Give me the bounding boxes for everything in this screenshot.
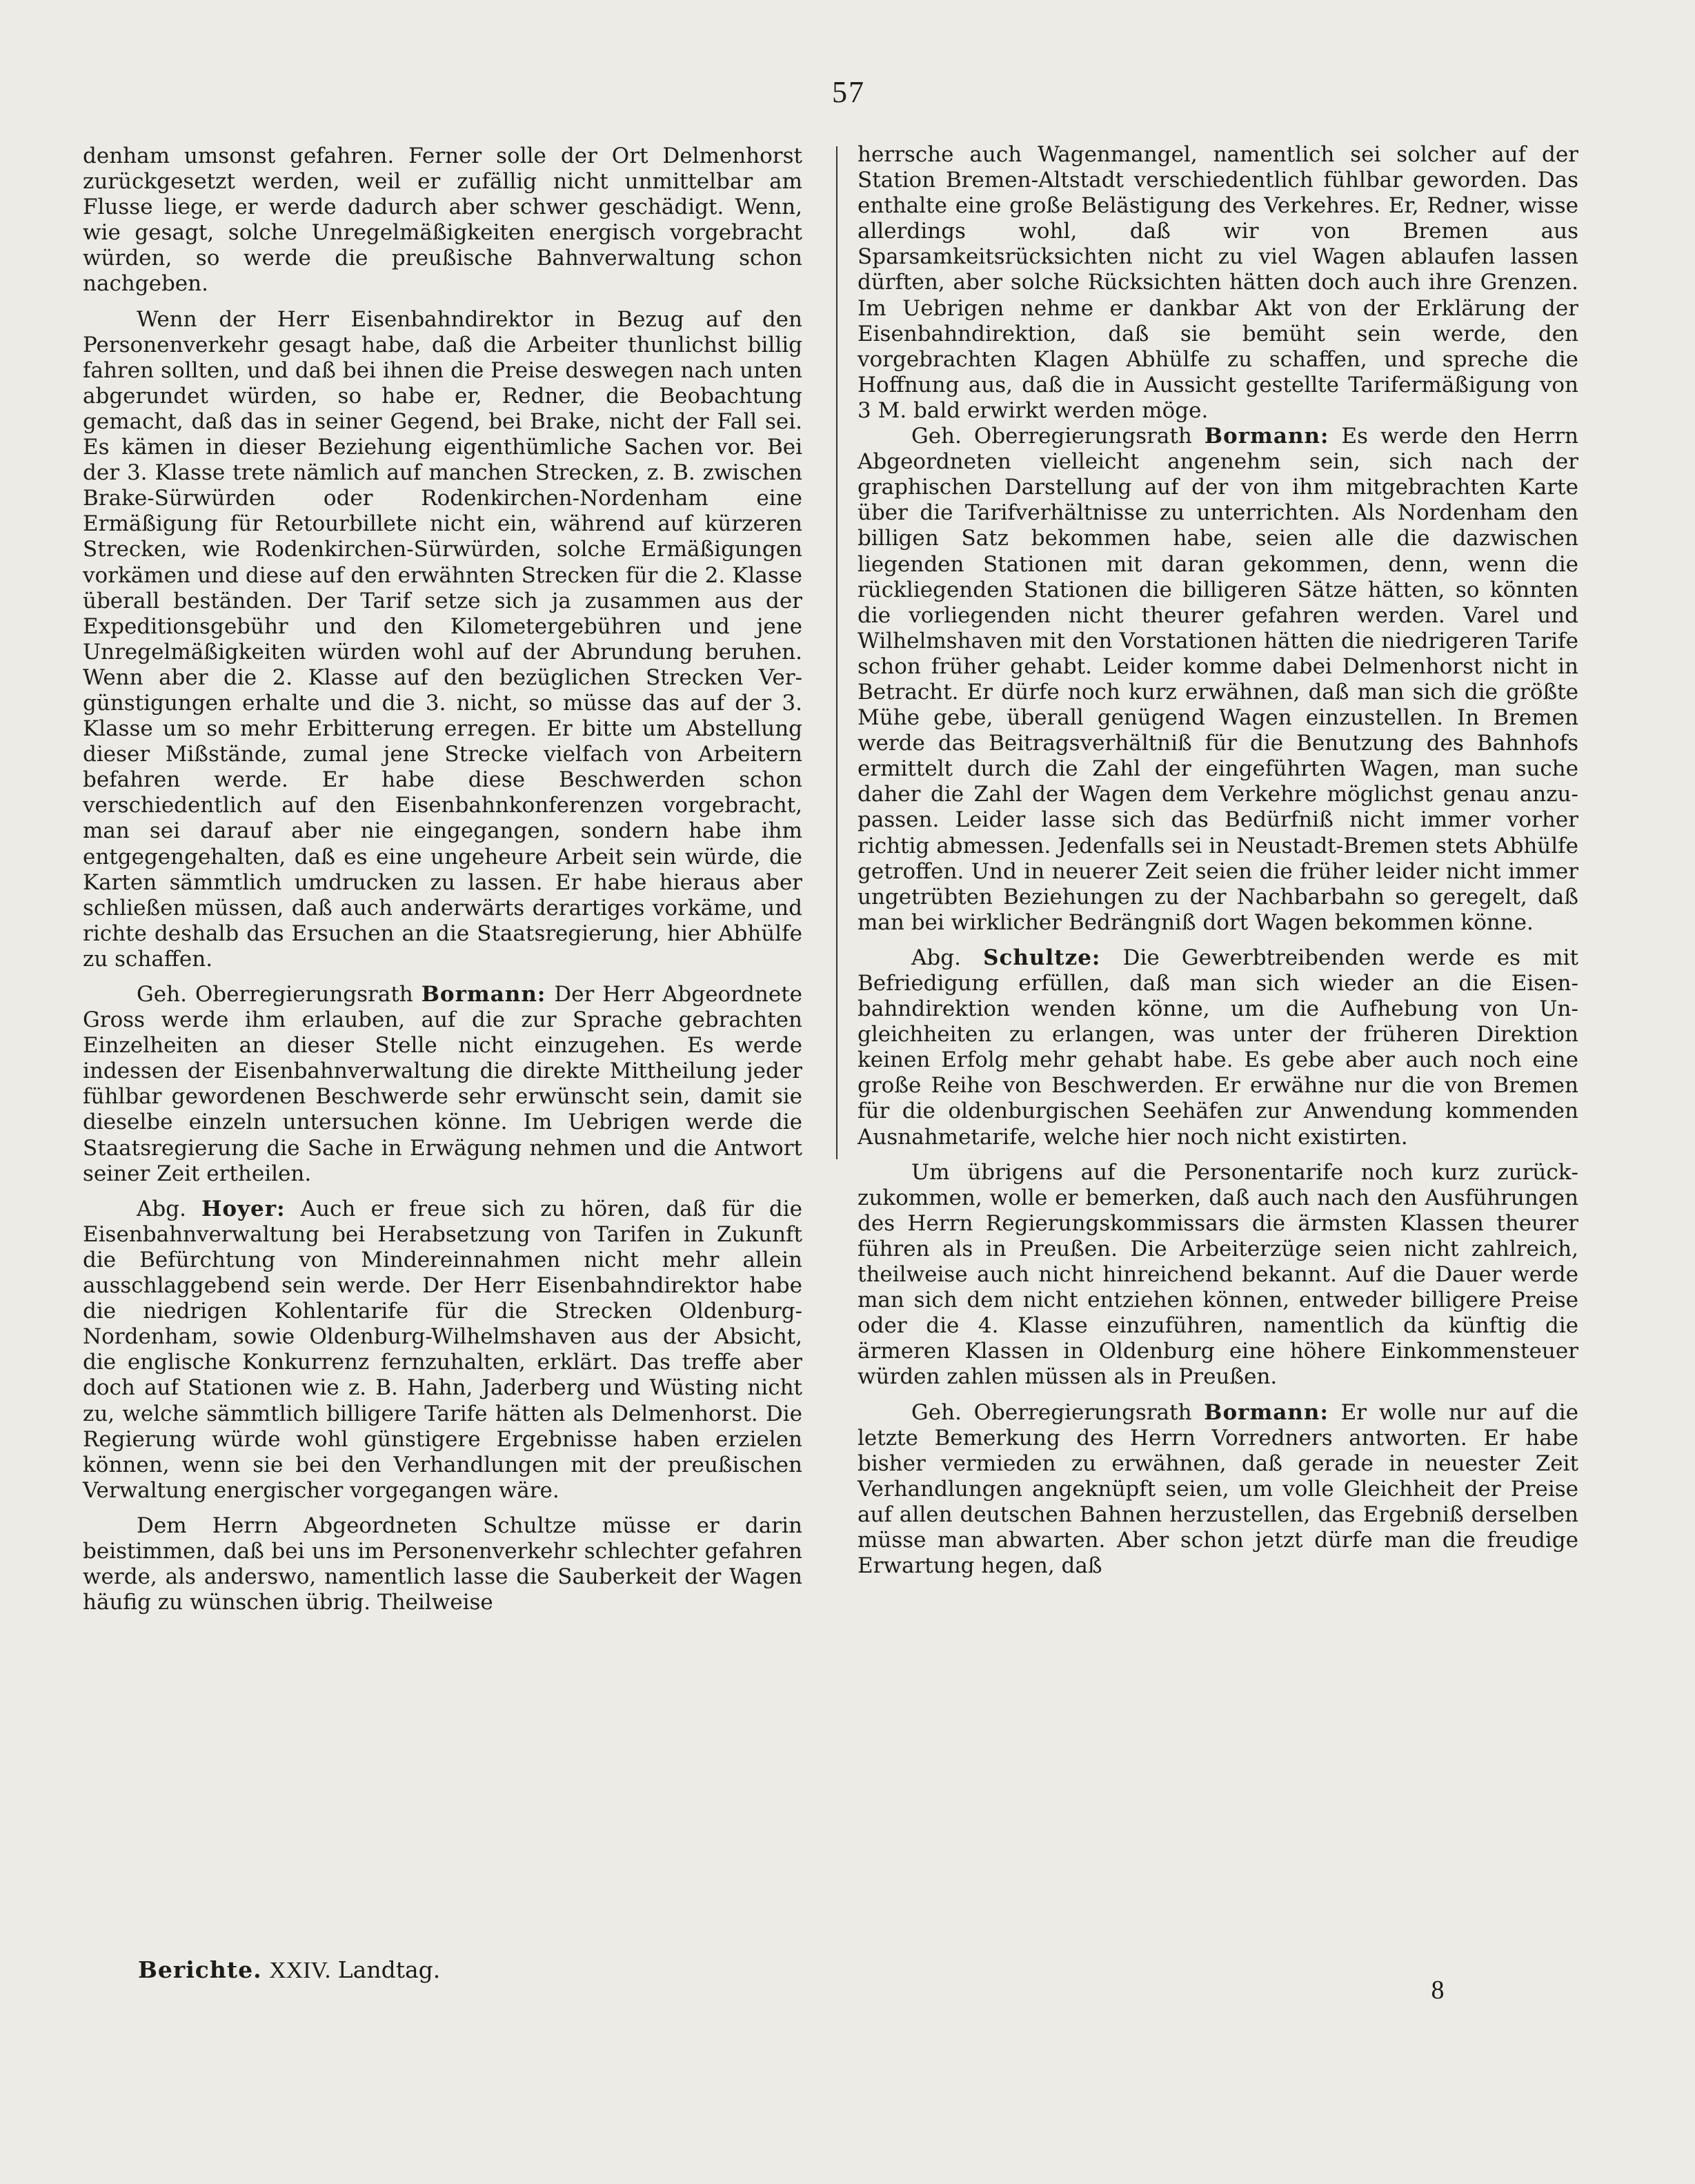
footer-landtag: Landtag.: [337, 1956, 441, 1983]
paragraph-text: Auch er freue sich zu hören, daß für die Eisenbahnverwaltung bei Herabsetzung von Tarifen in Zukunft die Befürchtung von Mindereinnahmen nicht mehr allein ausschlaggebend sein werde. Der Herr Eisenbahndirektor habe die niedrigen Kohlentarife für die Strecken Oldenburg-Nordenham, sowie Oldenburg-Wilhelmshaven aus der Absicht, die englische Konkurrenz fernzuhalten, erklärt. Das treffe aber doch auf Stationen wie z. B. Hahn, Jaderberg und Wüsting nicht zu, welche sämmtlich billigere Tarife hätten als Delmenhorst. Die Regierung würde wohl günstigere Ergebnisse haben erzielen können, wenn sie bei den Verhandlungen mit der preußischen Verwaltung energischer vorgegangen wäre.: [83, 1196, 802, 1503]
right-paragraph: [858, 142, 1578, 424]
left-paragraph: [83, 307, 802, 972]
footer-line: [138, 1956, 440, 1984]
paragraph-text: Es werde den Herrn Abgeordneten vielleicht angenehm sein, sich nach der graphischen Darstellung auf der von ihm mitgebrachten Karte über die Tarifverhältnisse zu unterrichten. Als Nordenham den billigen Satz bekommen habe, seien alle die dazwischen liegenden Stationen mit daran gekommen, denn, wenn die rückliegenden Stationen die billigeren Sätze hätten, so könnten die vorliegenden nicht theurer gefahren werden. Varel und Wilhelmshaven mit den Vorstationen hätten die niedrigeren Tarife schon früher gehabt. Leider komme dabei Delmenhorst nicht in Betracht. Er dürfe noch kurz erwähnen, daß man sich die größte Mühe gebe, überall genügend Wagen einzustellen. In Bremen werde das Beitragsverhältniß für die Benutzung des Bahnhofs ermittelt durch die Zahl der eingeführten Wagen, man suche daher die Zahl der Wagen dem Verkehre möglichst genau anzupassen. Leider lasse sich das Bedürfniß nicht immer vorher richtig abmessen. Jedenfalls sei in Neustadt-Bremen stets Abhülfe getroffen. Und in neuerer Zeit seien die früher leider nicht immer ungetrübten Beziehungen zu der Nachbarbahn so geregelt, daß man bei wirklicher Bedrängniß dort Wagen bekommen könne.: [858, 424, 1579, 935]
paragraph-text: herrsche auch Wagenmangel, namentlich sei solcher auf der Station Bremen-Altstadt verschiedentlich fühlbar geworden. Das enthalte eine große Belästigung des Verkehres. Er, Redner, wisse allerdings wohl, daß wir von Bremen aus Sparsamkeitsrücksichten nicht zu viel Wagen ablaufen lassen dürften, aber solche Rücksichten hätten doch auch ihre Grenzen. Im Uebrigen nehme er dankbar Akt von der Erklärung der Eisenbahndirektion, daß sie bemüht sein werde, den vorgebrachten Klagen Abhülfe zu schaffen, und spreche die Hoffnung aus, daß die in Aussicht gestellte Tarifermäßigung von 3 M. bald erwirkt werden möge.: [858, 142, 1578, 423]
speaker-title: Abg.: [911, 945, 984, 970]
speaker-name: Hoyer:: [201, 1196, 286, 1221]
right-paragraph: [858, 424, 1578, 936]
footer-session: XXIV.: [269, 1958, 331, 1983]
speaker-name: Bormann:: [421, 982, 546, 1007]
paragraph-text: Die Gewerbtreibenden werde es mit Befriedigung erfüllen, daß man sich wieder an die Eisenbahndirektion wenden könne, um die Aufhebung von Ungleichheiten zu erlangen, was unter der früheren Direktion keinen Erfolg mehr gehabt habe. Es gebe aber auch noch eine große Reihe von Beschwerden. Er erwähne nur die von Bremen für die oldenburgischen Seehäfen zur Anwendung kommenden Ausnahmetarife, welche hier noch nicht existirten.: [858, 945, 1578, 1150]
paragraph-text: denham umsonst gefahren. Ferner solle der Ort Delmenhorst zurückgesetzt werden, weil er zufällig nicht unmittelbar am Flusse liege, er werde dadurch aber schwer geschädigt. Wenn, wie gesagt, solche Unregelmäßigkeiten energisch vorgebracht würden, so werde die preußische Bahnverwaltung schon nachgeben.: [83, 144, 802, 297]
right-column: [858, 142, 1578, 1579]
left-column: [83, 144, 802, 1615]
speaker-title: Geh. Oberregierungsrath: [911, 1399, 1205, 1425]
speaker-name: Schultze:: [983, 945, 1101, 970]
right-paragraph: [858, 945, 1578, 1150]
page-number: 57: [832, 75, 865, 109]
speaker-title: Geh. Oberregierungsrath: [137, 982, 422, 1007]
footer-berichte: Berichte.: [138, 1956, 262, 1983]
paragraph-text: Um übrigens auf die Personentarife noch kurz zurückzukommen, wolle er bemerken, daß auch nach den Ausführungen des Herrn Regierungskommissars die ärmsten Klassen theurer führen als in Preußen. Die Arbeiterzüge seien nicht zahlreich, theilweise auch nicht hinreichend bekannt. Auf die Dauer werde man sich dem nicht entziehen können, entweder billigere Preise oder die 4. Klasse einzuführen, namentlich da künftig die ärmeren Klassen in Oldenburg eine höhere Einkommensteuer würden zahlen müssen als in Preußen.: [858, 1159, 1578, 1390]
paragraph-text: Wenn der Herr Eisenbahndirektor in Bezug auf den Personenverkehr gesagt habe, daß die Arbeiter thunlichst billig fahren sollten, und daß bei ihnen die Preise deswegen nach unten abgerundet würden, so habe er, Redner, die Beobachtung gemacht, daß das in seiner Gegend, bei Brake, nicht der Fall sei. Es kämen in dieser Beziehung eigenthümliche Sachen vor. Bei der 3. Klasse trete nämlich auf manchen Strecken, z. B. zwischen Brake-Sürwürden oder Rodenkirchen-Nordenham eine Ermäßigung für Retourbillete nicht ein, während auf kürzeren Strecken, wie Rodenkirchen-Sürwürden, solche Ermäßigungen vorkämen und diese auf den erwähnten Strecken für die 2. Klasse überall beständen. Der Tarif setze sich ja zusammen aus der Expeditionsgebühr und den Kilometergebühren und jene Unregelmäßigkeiten würden wohl auf der Abrundung beruhen. Wenn aber die 2. Klasse auf den bezüglichen Strecken Vergünstigungen erhalte und die 3. nicht, so müsse das auf der 3. Klasse um so mehr Erbitterung erregen. Er bitte um Abstellung dieser Mißstände, zumal jene Strecke vielfach von Arbeitern befahren werde. Er habe diese Beschwerden schon verschiedentlich auf den Eisenbahnkonferenzen vorgebracht, man sei darauf aber nie eingegangen, sondern habe ihm entgegengehalten, daß es eine ungeheure Arbeit sein würde, die Karten sämmtlich umdrucken zu lassen. Er habe hieraus aber schließen müssen, daß auch anderwärts derartiges vorkäme, und richte deshalb das Ersuchen an die Staatsregierung, hier Abhülfe zu schaffen.: [83, 306, 802, 972]
paragraph-text: Dem Herrn Abgeordneten Schultze müsse er darin beistimmen, daß bei uns im Personenverkehr schlechter gefahren werde, als anderswo, namentlich lasse die Sauberkeit der Wagen häufig zu wünschen übrig. Theilweise: [83, 1513, 802, 1615]
speaker-name: Bormann:: [1204, 424, 1329, 449]
right-paragraph: [858, 1160, 1578, 1390]
left-paragraph: [83, 1513, 802, 1615]
right-paragraph: [858, 1400, 1578, 1580]
left-paragraph: [83, 1197, 802, 1504]
paragraph-text: Der Herr Abgeordnete Gross werde ihm erlauben, auf die zur Sprache gebrachten Einzelheiten an dieser Stelle nicht einzugehen. Es werde indessen der Eisenbahnverwaltung die direkte Mittheilung jeder fühlbar gewordenen Beschwerde sehr erwünscht sein, damit sie dieselbe einzeln untersuchen könne. Im Uebrigen werde die Staatsregierung die Sache in Erwägung nehmen und die Antwort seiner Zeit ertheilen.: [83, 982, 802, 1186]
column-rule: [836, 146, 837, 1159]
speaker-name: Bormann:: [1204, 1399, 1329, 1425]
paragraph-text: Er wolle nur auf die letzte Bemerkung des Herrn Vorredners antworten. Er habe bisher vermieden zu erwähnen, daß gerade in neuester Zeit Verhandlungen angeknüpft seien, um volle Gleichheit der Preise auf allen deutschen Bahnen herzustellen, das Ergebniß derselben müsse man abwarten. Aber schon jetzt dürfe man die freudige Erwartung hegen, daß: [858, 1399, 1578, 1579]
speaker-title: Abg.: [137, 1196, 202, 1221]
speaker-title: Geh. Oberregierungsrath: [911, 424, 1205, 449]
signature-mark: 8: [1431, 1976, 1445, 2005]
left-paragraph: [83, 982, 802, 1187]
left-paragraph: [83, 144, 802, 297]
